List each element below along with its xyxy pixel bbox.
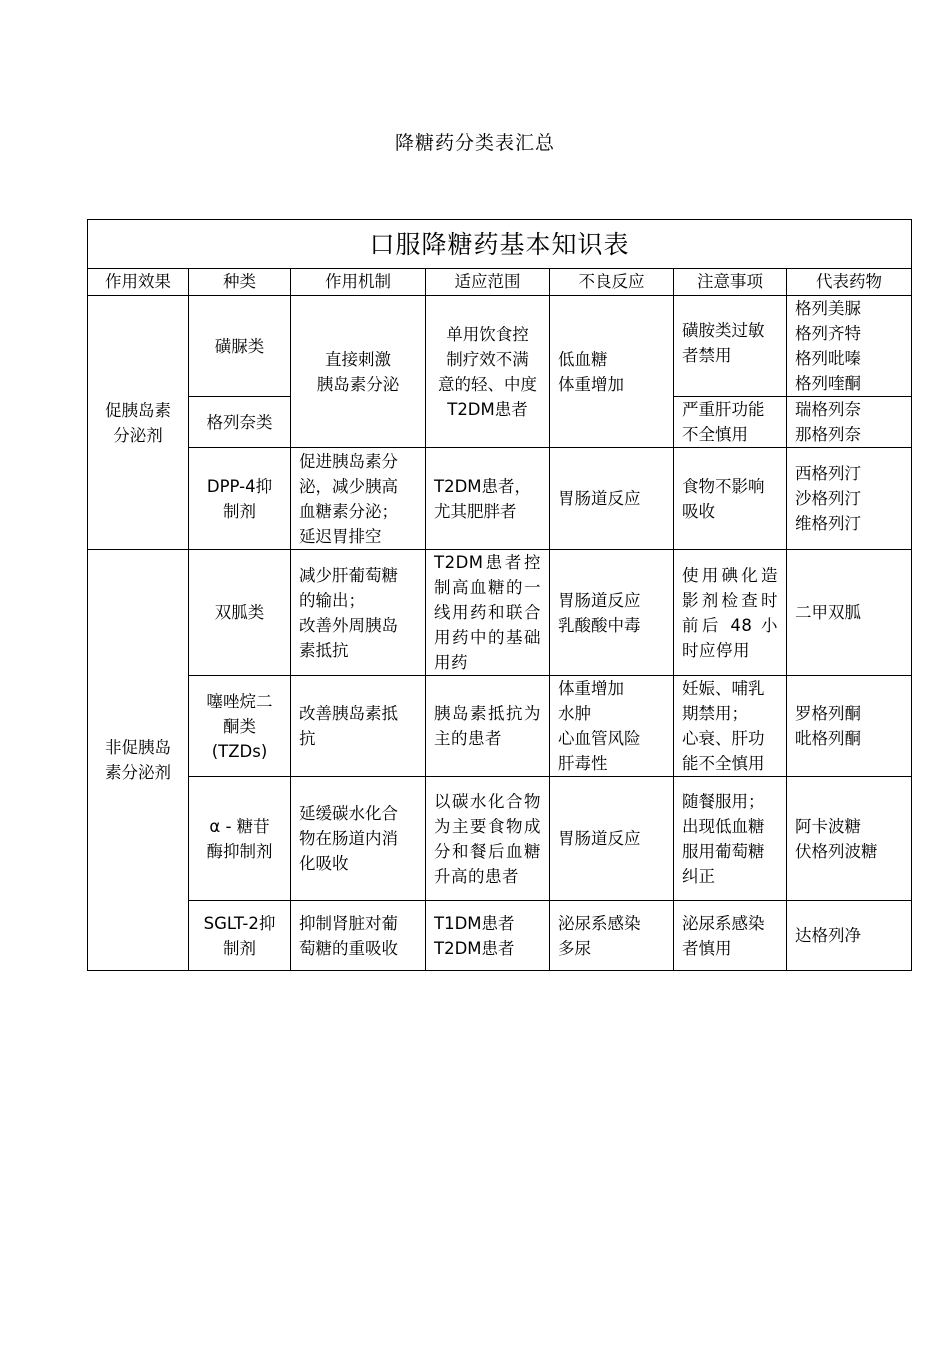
adverse-cell: 泌尿系感染 多尿 bbox=[550, 901, 674, 971]
mechanism-cell: 减少肝葡萄糖 的输出； 改善外周胰岛 素抵抗 bbox=[291, 550, 426, 676]
type-cell: 双胍类 bbox=[189, 550, 291, 676]
indication-cell: 胰岛素抵抗为主的患者 bbox=[426, 676, 550, 777]
drugs-cell: 达格列净 bbox=[787, 901, 912, 971]
type-cell: SGLT-2抑 制剂 bbox=[189, 901, 291, 971]
header-type: 种类 bbox=[189, 269, 291, 296]
adverse-cell: 胃肠道反应 乳酸酸中毒 bbox=[550, 550, 674, 676]
notes-cell: 泌尿系感染 者慎用 bbox=[674, 901, 787, 971]
drugs-cell: 阿卡波糖 伏格列波糖 bbox=[787, 777, 912, 901]
type-cell: α - 糖苷 酶抑制剂 bbox=[189, 777, 291, 901]
mechanism-cell: 直接刺激 胰岛素分泌 bbox=[291, 296, 426, 448]
drugs-cell: 瑞格列奈 那格列奈 bbox=[787, 397, 912, 448]
notes-cell: 磺胺类过敏 者禁用 bbox=[674, 296, 787, 397]
mechanism-cell: 促进胰岛素分 泌，减少胰高 血糖素分泌； 延迟胃排空 bbox=[291, 448, 426, 550]
drugs-cell: 二甲双胍 bbox=[787, 550, 912, 676]
type-cell: 磺脲类 bbox=[189, 296, 291, 397]
table-title: 口服降糖药基本知识表 bbox=[88, 220, 912, 269]
mechanism-cell: 改善胰岛素抵 抗 bbox=[291, 676, 426, 777]
adverse-cell: 低血糖 体重增加 bbox=[550, 296, 674, 448]
table-row bbox=[88, 550, 912, 676]
indication-cell: 单用饮食控 制疗效不满 意的轻、中度 T2DM患者 bbox=[426, 296, 550, 448]
adverse-cell: 体重增加 水肿 心血管风险 肝毒性 bbox=[550, 676, 674, 777]
header-indication: 适应范围 bbox=[426, 269, 550, 296]
drugs-cell: 罗格列酮 吡格列酮 bbox=[787, 676, 912, 777]
drug-table bbox=[87, 219, 912, 971]
header-drugs: 代表药物 bbox=[787, 269, 912, 296]
indication-cell: T2DM患者， 尤其肥胖者 bbox=[426, 448, 550, 550]
drugs-cell: 西格列汀 沙格列汀 维格列汀 bbox=[787, 448, 912, 550]
notes-cell: 食物不影响 吸收 bbox=[674, 448, 787, 550]
mechanism-cell: 抑制肾脏对葡 萄糖的重吸收 bbox=[291, 901, 426, 971]
header-effect: 作用效果 bbox=[88, 269, 189, 296]
table-row bbox=[88, 296, 912, 397]
indication-cell: T2DM患者控制高血糖的一线用药和联合用药中的基础用药 bbox=[426, 550, 550, 676]
drugs-cell: 格列美脲 格列齐特 格列吡嗪 格列喹酮 bbox=[787, 296, 912, 397]
header-mechanism: 作用机制 bbox=[291, 269, 426, 296]
table-row bbox=[88, 777, 912, 901]
adverse-cell: 胃肠道反应 bbox=[550, 448, 674, 550]
indication-cell: 以碳水化合物为主要食物成分和餐后血糖升高的患者 bbox=[426, 777, 550, 901]
header-adverse: 不良反应 bbox=[550, 269, 674, 296]
type-cell: DPP-4抑 制剂 bbox=[189, 448, 291, 550]
notes-cell: 妊娠、哺乳 期禁用； 心衰、肝功 能不全慎用 bbox=[674, 676, 787, 777]
header-row bbox=[88, 269, 912, 296]
type-cell: 噻唑烷二 酮类 (TZDs) bbox=[189, 676, 291, 777]
header-notes: 注意事项 bbox=[674, 269, 787, 296]
table-row bbox=[88, 901, 912, 971]
table-row bbox=[88, 448, 912, 550]
type-cell: 格列奈类 bbox=[189, 397, 291, 448]
page-title: 降糖药分类表汇总 bbox=[394, 132, 555, 154]
notes-cell: 严重肝功能 不全慎用 bbox=[674, 397, 787, 448]
table-row bbox=[88, 676, 912, 777]
effect-cell: 促胰岛素 分泌剂 bbox=[88, 296, 189, 550]
indication-cell: T1DM患者 T2DM患者 bbox=[426, 901, 550, 971]
adverse-cell: 胃肠道反应 bbox=[550, 777, 674, 901]
notes-cell: 使用碘化造影剂检查时前后 48 小时应停用 bbox=[674, 550, 787, 676]
mechanism-cell: 延缓碳水化合 物在肠道内消 化吸收 bbox=[291, 777, 426, 901]
notes-cell: 随餐服用； 出现低血糖 服用葡萄糖 纠正 bbox=[674, 777, 787, 901]
effect-cell: 非促胰岛 素分泌剂 bbox=[88, 550, 189, 971]
